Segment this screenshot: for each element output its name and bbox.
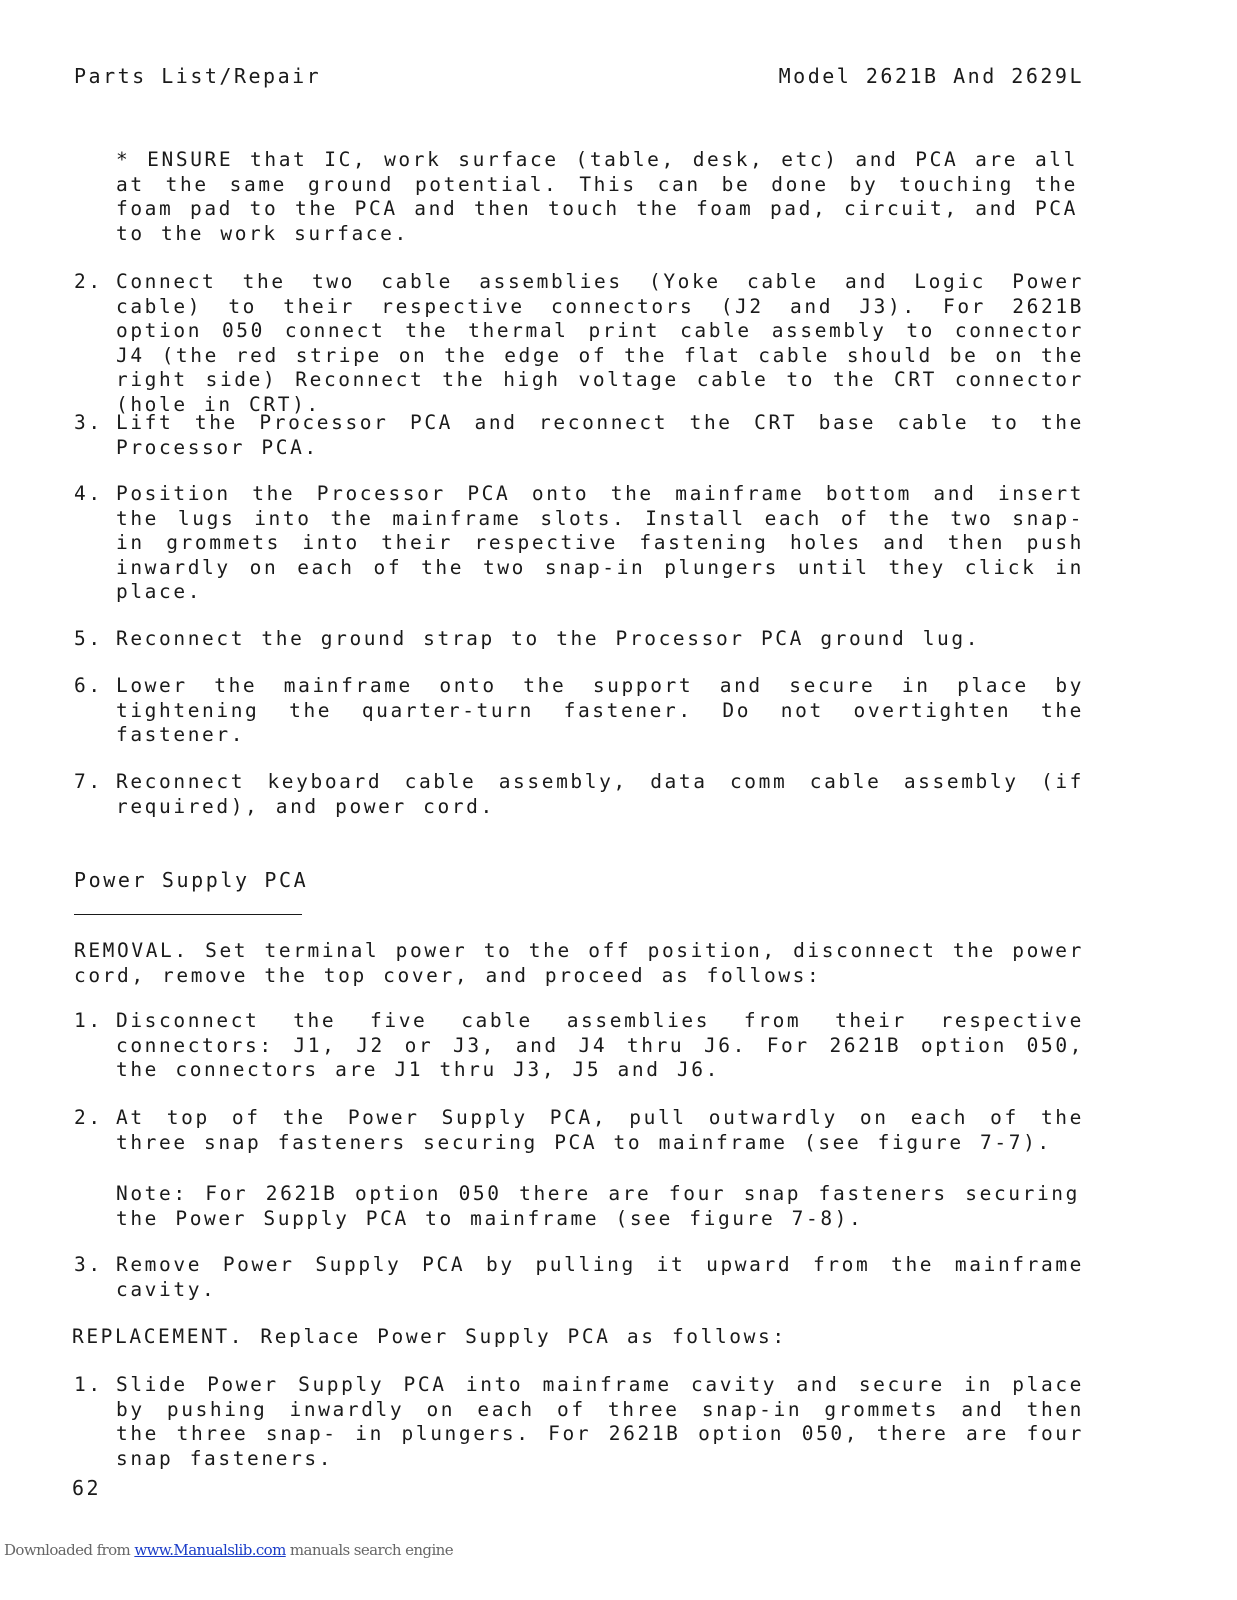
removal-intro: REMOVAL. Set terminal power to the off position, disconnect the power cord, remove the top cover, and proceed as follows: <box>74 939 1084 987</box>
list-item-number: 4. <box>74 482 103 505</box>
footer-prefix: Downloaded from <box>4 1541 135 1559</box>
list-item-text: Lift the Processor PCA and reconnect the CRT base cable to the Processor PCA. <box>116 411 1084 459</box>
list-item-number: 1. <box>74 1009 103 1032</box>
footer-suffix: manuals search engine <box>285 1541 453 1559</box>
list-item-number: 3. <box>74 1253 103 1276</box>
ensure-note: * ENSURE that IC, work surface (table, desk, etc) and PCA are all at the same ground potential. This can be done by touching the foam pad to the PCA and then touch the foam pad, circuit, and PCA to the work surface. <box>116 148 1078 245</box>
list-item-number: 6. <box>74 674 103 697</box>
list-item-number: 5. <box>74 627 103 650</box>
header-section-title: Parts List/Repair <box>74 64 322 88</box>
removal-note: Note: For 2621B option 050 there are four snap fasteners securing the Power Supply PCA to mainframe (see figure 7-8). <box>116 1182 1080 1230</box>
list-item-text: Remove Power Supply PCA by pulling it upward from the mainframe cavity. <box>116 1253 1084 1301</box>
header-model-title: Model 2621B And 2629L <box>778 64 1084 88</box>
list-item-text: Reconnect the ground strap to the Processor PCA ground lug. <box>116 627 981 650</box>
list-item-text: Lower the mainframe onto the support and secure in place by tightening the quarter-turn fastener. Do not overtighten the fastener. <box>116 674 1084 746</box>
list-item-text: Slide Power Supply PCA into mainframe cavity and secure in place by pushing inwardly on each of three snap-in grommets and then the three snap- in plungers. For 2621B option 050, there are four snap fasteners. <box>116 1373 1084 1470</box>
list-item-number: 1. <box>74 1373 103 1396</box>
list-item-number: 7. <box>74 770 103 793</box>
list-item-text: Disconnect the five cable assemblies from their respective connectors: J1, J2 or J3, and J4 thru J6. For 2621B option 050, the connectors are J1 thru J3, J5 and J6. <box>116 1009 1084 1081</box>
list-item-text: Position the Processor PCA onto the mainframe bottom and insert the lugs into the mainframe slots. Install each of the two snap-in grommets into their respective fastening holes and then push inwardly on each of the two snap-in plungers until they click in place. <box>116 482 1084 603</box>
list-item-number: 3. <box>74 411 103 434</box>
manualslib-link[interactable]: www.Manualslib.com <box>134 1541 286 1559</box>
list-item-number: 2. <box>74 270 103 293</box>
list-item-text: Connect the two cable assemblies (Yoke cable and Logic Power cable) to their respective connectors (J2 and J3). For 2621B option 050 connect the thermal print cable assembly to connector J4 (the red stripe on the edge of the flat cable should be on the right side) Reconnect the high voltage cable to the CRT connector (hole in CRT). <box>116 270 1084 416</box>
section-heading: Power Supply PCA <box>74 868 309 892</box>
replacement-intro: REPLACEMENT. Replace Power Supply PCA as follows: <box>72 1325 787 1348</box>
list-item-text: At top of the Power Supply PCA, pull outwardly on each of the three snap fasteners securing PCA to mainframe (see figure 7-7). <box>116 1106 1084 1154</box>
list-item-number: 2. <box>74 1106 103 1129</box>
running-header <box>74 64 1084 94</box>
section-heading-underline <box>74 914 302 915</box>
list-item-text: Reconnect keyboard cable assembly, data comm cable assembly (if required), and power cord. <box>116 770 1084 818</box>
download-footer <box>4 1541 453 1559</box>
page-number: 62 <box>72 1476 102 1500</box>
